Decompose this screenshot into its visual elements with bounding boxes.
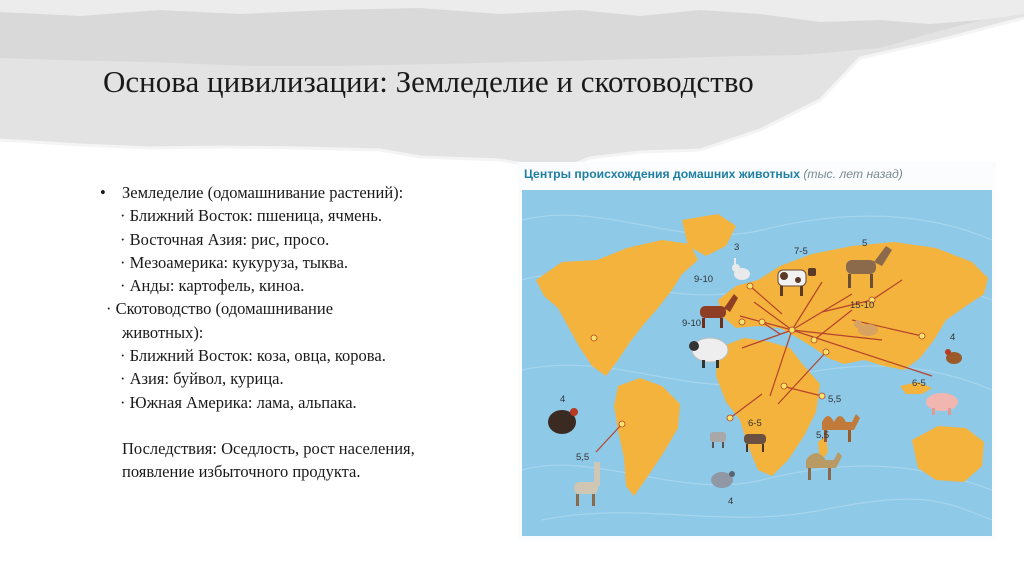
label-cattle: 7-5 bbox=[794, 246, 808, 257]
text-line: · Ближний Восток: пшеница, ячмень. bbox=[120, 206, 382, 226]
label-llama: 5,5 bbox=[576, 452, 590, 463]
map-title-text: Центры происхождения домашних животных bbox=[524, 167, 800, 181]
world-map bbox=[522, 190, 992, 536]
label-pig: 6-5 bbox=[912, 378, 926, 389]
text-line: Последствия: Оседлость, рост населения, bbox=[122, 438, 415, 458]
text-line: появление избыточного продукта. bbox=[122, 462, 361, 482]
label-sheep: 9-10 bbox=[682, 318, 702, 329]
text-line: · Скотоводство (одомашнивание bbox=[106, 299, 334, 319]
label-horse: 5 bbox=[862, 238, 868, 249]
label-chicken: 4 bbox=[950, 332, 956, 343]
bullet-icon: • bbox=[100, 183, 106, 202]
animal-domestication-map bbox=[518, 162, 996, 540]
label-bactrian: 5,5 bbox=[828, 394, 842, 405]
text-line: · Восточная Азия: рис, просо. bbox=[120, 229, 330, 249]
text-line: · Анды: картофель, киноа. bbox=[120, 276, 305, 296]
slide-title: Основа цивилизации: Земледелие и скотоводство bbox=[103, 64, 754, 99]
slide-body bbox=[100, 181, 510, 484]
map-title bbox=[524, 167, 903, 181]
label-donkey: 6-5 bbox=[748, 418, 762, 429]
text-line: животных): bbox=[122, 322, 204, 342]
label-goat: 9-10 bbox=[694, 274, 714, 285]
label-rabbit: 3 bbox=[734, 242, 740, 253]
bullet-line bbox=[100, 181, 510, 204]
label-cat: 15-10 bbox=[850, 300, 875, 311]
text-line: · Азия: буйвол, курица. bbox=[120, 369, 284, 389]
label-dromedary: 5,5 bbox=[816, 430, 830, 441]
text-line: · Мезоамерика: кукуруза, тыква. bbox=[120, 252, 349, 272]
text-line: · Ближний Восток: коза, овца, корова. bbox=[120, 346, 386, 366]
label-turkey: 4 bbox=[560, 394, 566, 405]
map-subtitle-text: (тыс. лет назад) bbox=[803, 167, 903, 181]
label-guinea: 4 bbox=[728, 496, 734, 507]
text-line: · Южная Америка: лама, альпака. bbox=[120, 392, 357, 412]
text-line: Земледелие (одомашнивание растений): bbox=[122, 183, 404, 202]
